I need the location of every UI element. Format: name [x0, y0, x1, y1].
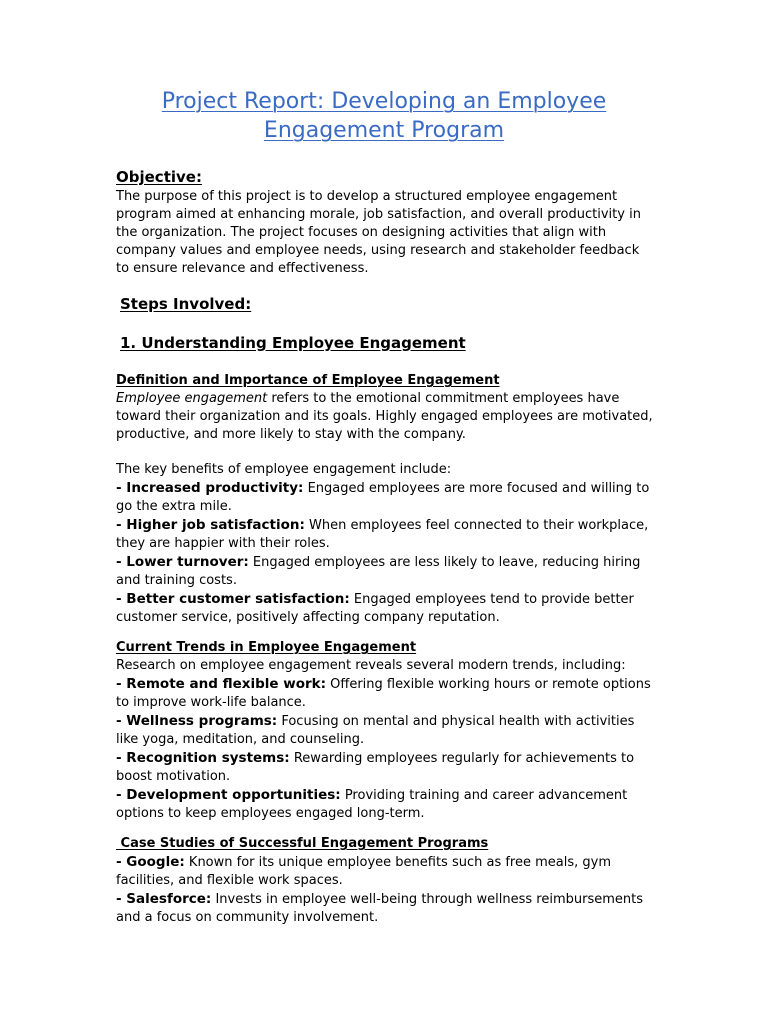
case-study-text: Known for its unique employee benefits such as free meals, gym facilities, and flexible work spaces.	[116, 855, 612, 888]
trend-text: Rewarding employees regularly for achievements to boost motivation.	[116, 751, 635, 784]
definition-subheading: Definition and Importance of Employee Engagement	[116, 373, 500, 388]
definition-text: refers to the emotional commitment employees have toward their organization and its goals. Highly engaged employees are motivated, productive, and more likely to stay with the company.	[116, 391, 653, 442]
trend-label: - Recognition systems:	[116, 750, 290, 766]
benefit-item	[116, 553, 656, 590]
definition-paragraph	[116, 390, 656, 444]
document-title: Project Report: Developing an Employee Engagement Program	[161, 89, 607, 143]
benefit-item	[116, 516, 656, 553]
case-study-label: - Google:	[116, 854, 185, 870]
benefit-item	[116, 590, 656, 627]
definition-term: Employee engagement	[116, 391, 268, 406]
trend-item	[116, 712, 656, 749]
benefit-label: - Higher job satisfaction:	[116, 517, 305, 533]
trends-intro: Research on employee engagement reveals several modern trends, including:	[116, 658, 626, 673]
objective-paragraph: The purpose of this project is to develop a structured employee engagement program aimed at enhancing morale, job satisfaction, and overall productivity in the organization. The project focuses on designing activities that align with company values and employee needs, using research and stakeholder feedback to ensure relevance and effectiveness.	[116, 189, 641, 276]
trend-text: Providing training and career advancement options to keep employees engaged long-term.	[116, 788, 628, 821]
benefits-intro: The key benefits of employee engagement include:	[116, 462, 452, 477]
trend-label: - Development opportunities:	[116, 787, 341, 803]
trends-subheading: Current Trends in Employee Engagement	[116, 640, 417, 655]
benefit-label: - Lower turnover:	[116, 554, 249, 570]
benefit-text: When employees feel connected to their workplace, they are happier with their roles.	[116, 518, 649, 551]
objective-heading: Objective:	[116, 168, 202, 186]
case-studies-list	[116, 853, 656, 927]
steps-heading: Steps Involved:	[120, 295, 252, 313]
trend-item	[116, 786, 656, 823]
case-studies-subheading: Case Studies of Successful Engagement Programs	[116, 836, 489, 851]
benefits-list	[116, 479, 656, 627]
case-study-item	[116, 853, 656, 890]
trend-text: Focusing on mental and physical health with activities like yoga, meditation, and counseling.	[116, 714, 635, 747]
section-1-heading: 1. Understanding Employee Engagement	[120, 334, 466, 352]
trend-label: - Remote and flexible work:	[116, 676, 327, 692]
case-study-item	[116, 890, 656, 927]
trend-label: - Wellness programs:	[116, 713, 278, 729]
trends-list	[116, 675, 656, 823]
case-study-label: - Salesforce:	[116, 891, 212, 907]
case-study-text: Invests in employee well-being through wellness reimbursements and a focus on community involvement.	[116, 892, 644, 925]
benefit-text: Engaged employees tend to provide better customer service, positively affecting company reputation.	[116, 592, 634, 625]
benefit-item	[116, 479, 656, 516]
benefit-text: Engaged employees are more focused and willing to go the extra mile.	[116, 481, 650, 514]
benefit-label: - Better customer satisfaction:	[116, 591, 350, 607]
benefit-text: Engaged employees are less likely to leave, reducing hiring and training costs.	[116, 555, 641, 588]
benefit-label: - Increased productivity:	[116, 480, 304, 496]
trend-item	[116, 675, 656, 712]
trend-item	[116, 749, 656, 786]
trend-text: Offering flexible working hours or remote options to improve work-life balance.	[116, 677, 651, 710]
